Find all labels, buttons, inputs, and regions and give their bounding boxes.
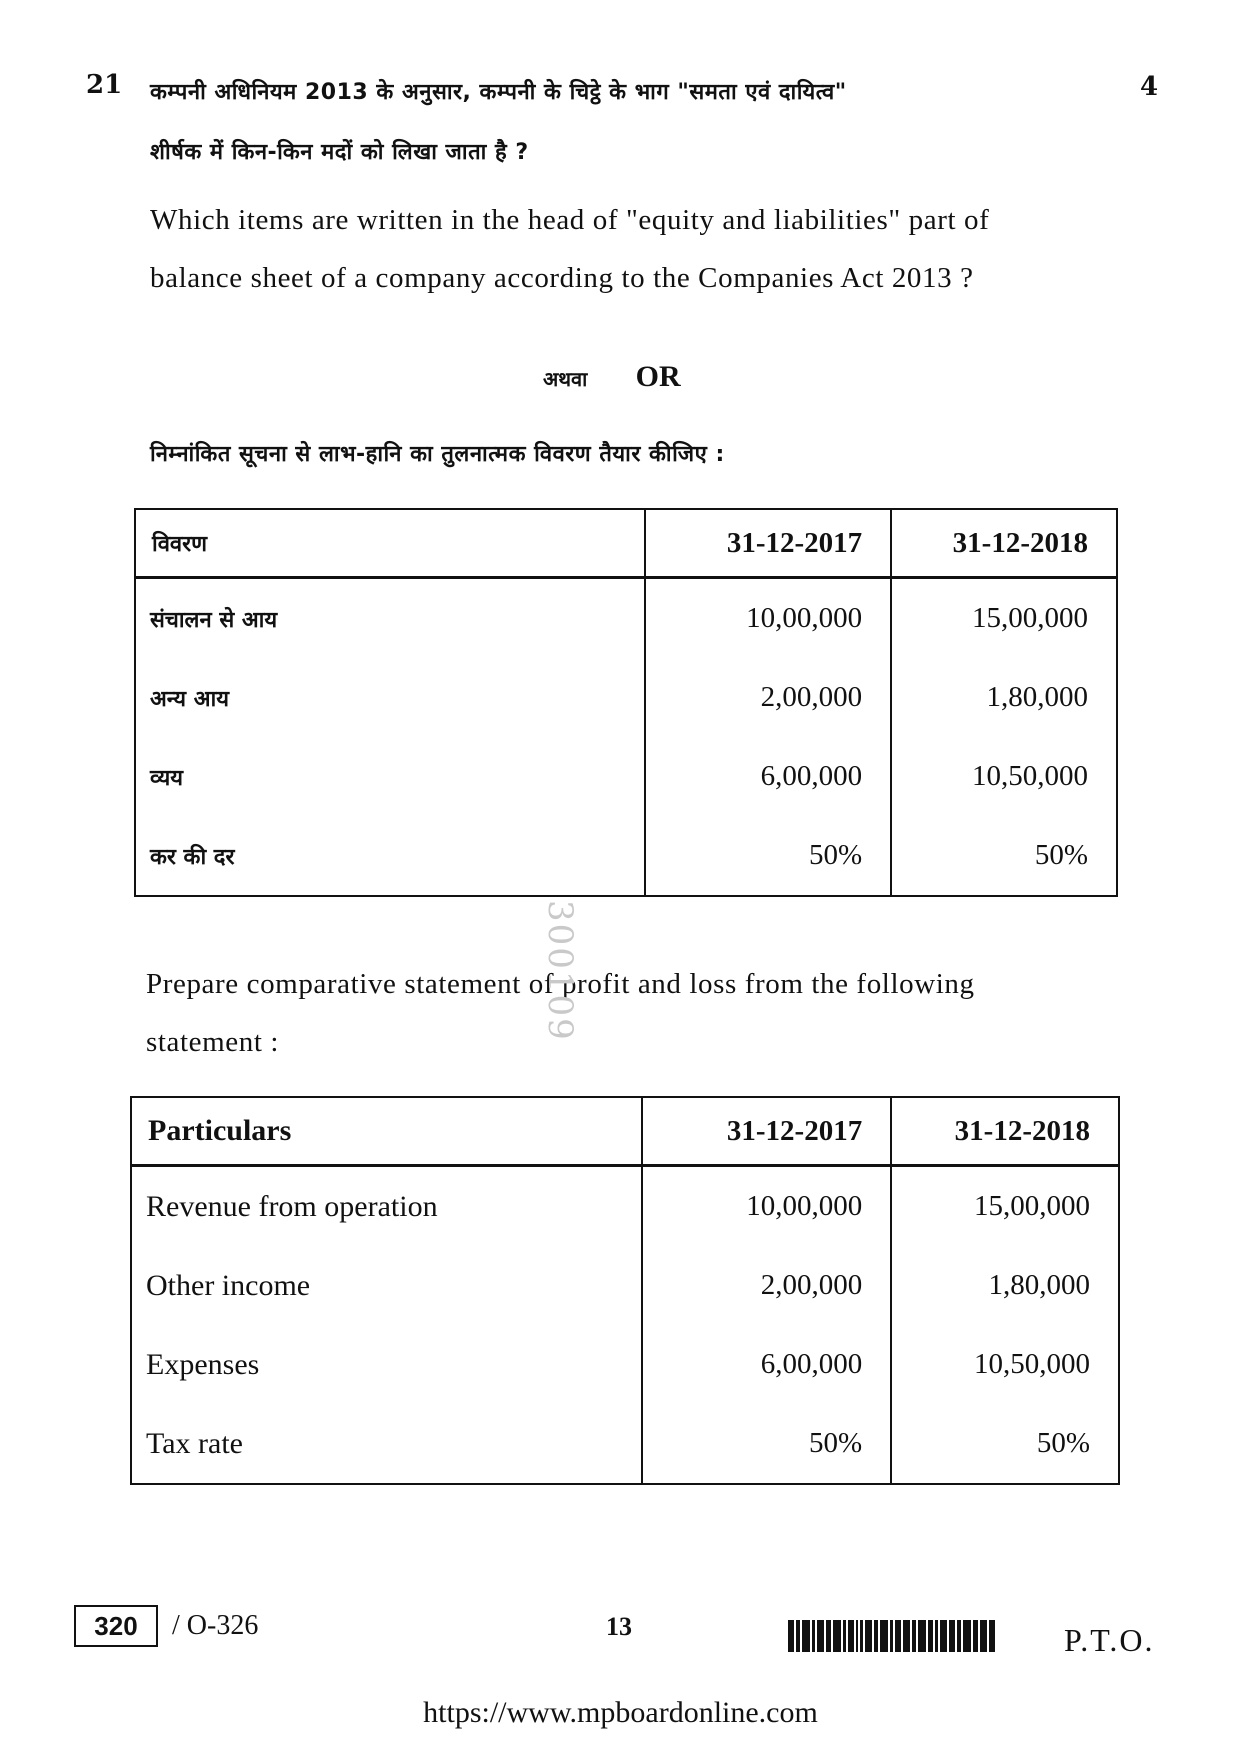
question-english-line1: Which items are written in the head of "equity and liabilities" part of [150,204,990,236]
question-number: 21 [86,70,123,100]
table-row [131,1246,1119,1325]
table-header-row [131,1097,1119,1166]
paper-code: / O-326 [172,1610,259,1641]
page-number: 13 [606,1612,632,1641]
row-value-2018: 10,50,000 [891,1325,1119,1404]
table-row [131,1404,1119,1484]
row-label: संचालन से आय [135,578,645,659]
barcode-icon [788,1620,1032,1652]
table-row [131,1325,1119,1404]
row-value-2018: 1,80,000 [891,658,1117,737]
pto-label: P.T.O. [1064,1622,1155,1658]
row-label: Tax rate [131,1404,642,1484]
question-hindi-line1: कम्पनी अधिनियम 2013 के अनुसार, कम्पनी के चिट्ठे के भाग "समता एवं दायित्व" [150,80,847,105]
table-row [131,1166,1119,1247]
question-marks: 4 [1140,72,1159,102]
or-divider [543,360,681,394]
header-particulars: विवरण [135,509,645,578]
row-value-2017: 6,00,000 [642,1325,892,1404]
table-row [135,737,1117,816]
row-value-2017: 10,00,000 [645,578,891,659]
or-hindi: अथवा [543,367,588,391]
table-row [135,816,1117,896]
row-value-2018: 15,00,000 [891,578,1117,659]
row-value-2017: 6,00,000 [645,737,891,816]
question-english-line2: balance sheet of a company according to the Companies Act 2013 ? [150,262,974,294]
hindi-comparative-table [134,508,1118,897]
header-2018: 31-12-2018 [891,509,1117,578]
question-hindi-line2: शीर्षक में किन-किन मदों को लिखा जाता है ? [150,140,529,165]
watermark-number: 300109 [540,900,580,1042]
header-2017: 31-12-2017 [642,1097,892,1166]
row-value-2017: 50% [645,816,891,896]
row-label: Expenses [131,1325,642,1404]
english-comparative-table [130,1096,1120,1485]
row-value-2017: 2,00,000 [645,658,891,737]
row-value-2018: 15,00,000 [891,1166,1119,1247]
paper-box-code: 320 [74,1605,158,1647]
row-value-2017: 50% [642,1404,892,1484]
row-value-2018: 50% [891,816,1117,896]
row-value-2018: 1,80,000 [891,1246,1119,1325]
table-header-row [135,509,1117,578]
row-label: कर की दर [135,816,645,896]
row-label: अन्य आय [135,658,645,737]
header-particulars: Particulars [131,1097,642,1166]
or-english: OR [635,360,681,393]
source-url: https://www.mpboardonline.com [423,1696,818,1729]
table-row [135,658,1117,737]
row-value-2017: 10,00,000 [642,1166,892,1247]
header-2018: 31-12-2018 [891,1097,1119,1166]
row-label: Other income [131,1246,642,1325]
row-label: Revenue from operation [131,1166,642,1247]
header-2017: 31-12-2017 [645,509,891,578]
english-instruction-line2: statement : [146,1026,280,1058]
row-value-2018: 10,50,000 [891,737,1117,816]
hindi-instruction: निम्नांकित सूचना से लाभ-हानि का तुलनात्मक विवरण तैयार कीजिए : [150,442,725,467]
row-value-2018: 50% [891,1404,1119,1484]
row-label: व्यय [135,737,645,816]
row-value-2017: 2,00,000 [642,1246,892,1325]
table-row [135,578,1117,659]
english-instruction-line1: Prepare comparative statement of profit and loss from the following [146,968,975,1000]
